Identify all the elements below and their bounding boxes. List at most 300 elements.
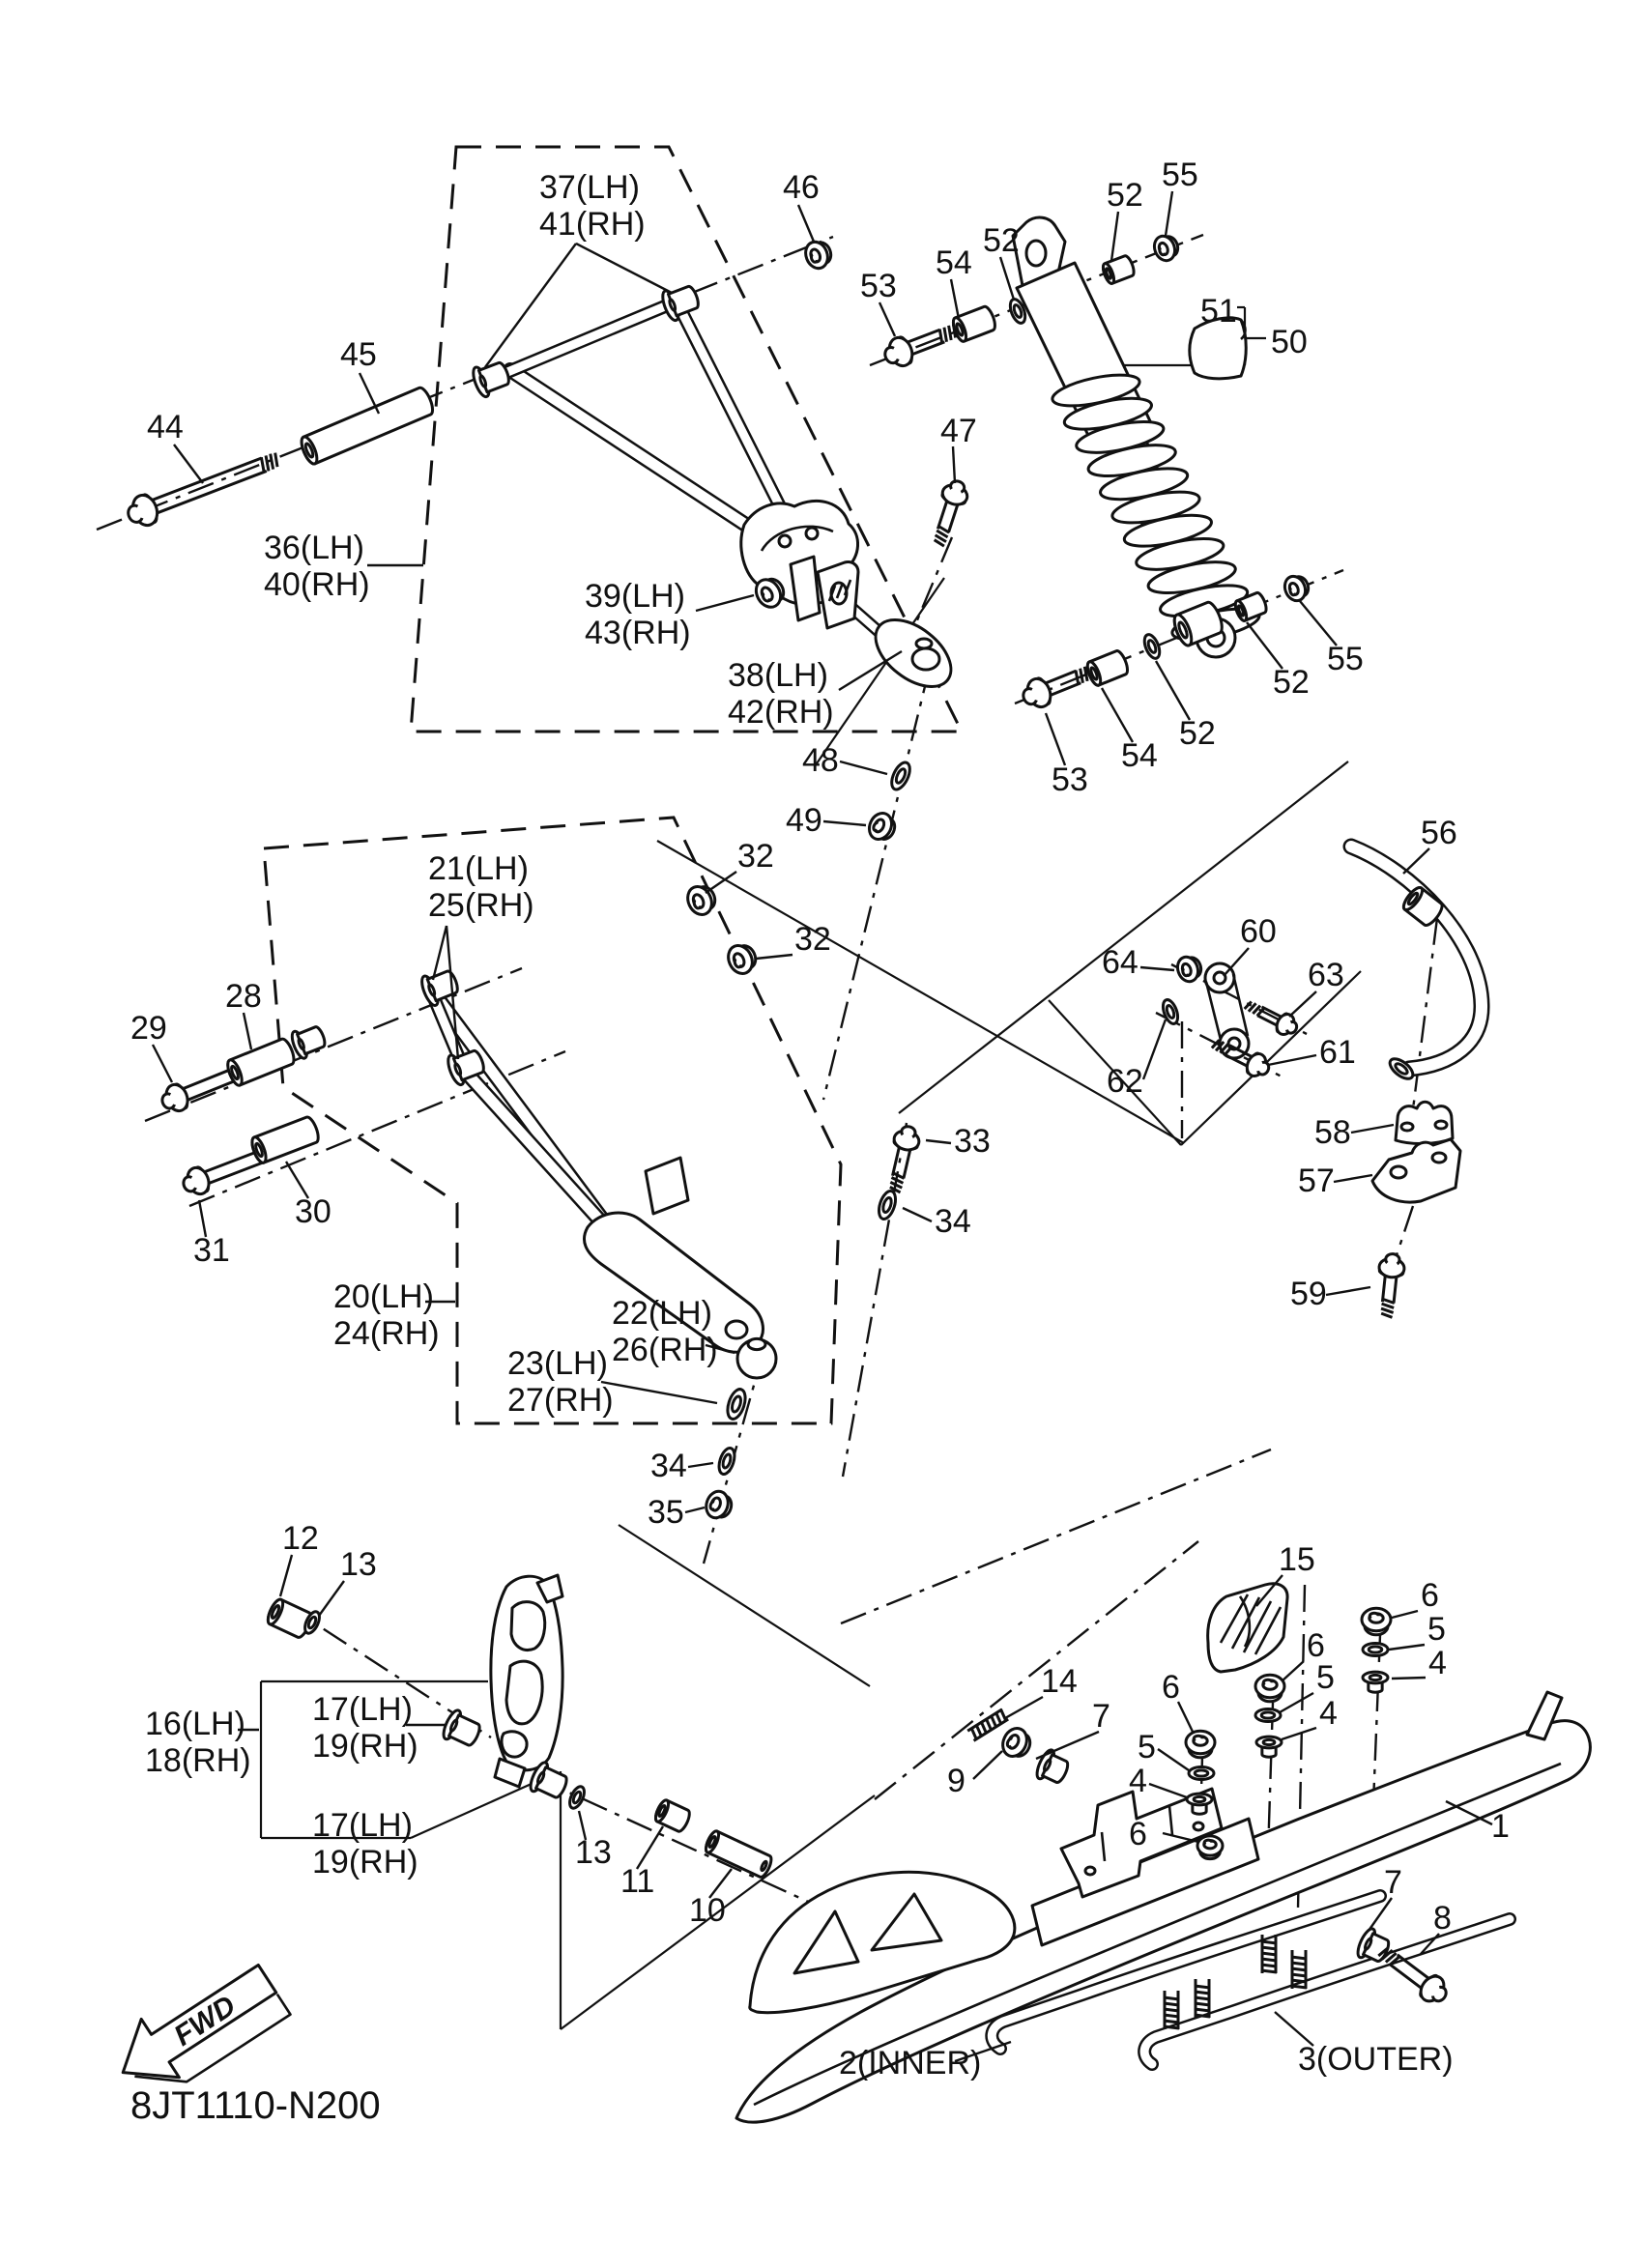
- part-label-line-53-top-0: 53: [860, 268, 897, 304]
- part-label-57: [1298, 1163, 1335, 1199]
- part-label-line-32-b-0: 32: [794, 921, 831, 958]
- washer-62: [1160, 998, 1180, 1026]
- part-label-line-2-inner-0: 2(INNER): [839, 2045, 982, 2081]
- part-label-line-37-41-1: 41(RH): [539, 206, 646, 243]
- part-label-4-right: [1428, 1645, 1447, 1681]
- part-label-line-23-27-1: 27(RH): [507, 1382, 614, 1419]
- callout-2-inner: [839, 2042, 1011, 2081]
- bracket-57-hole-a: [1391, 1166, 1406, 1178]
- callout-59: [1290, 1276, 1370, 1312]
- callout-13-a: [319, 1546, 377, 1616]
- spacer-30: [249, 1115, 321, 1164]
- part-label-7-left: [1092, 1698, 1110, 1735]
- nut-9: [998, 1724, 1035, 1762]
- part-label-15: [1279, 1541, 1315, 1578]
- part-label-line-7-right-0: 7: [1384, 1864, 1402, 1901]
- part-label-47: [940, 413, 977, 449]
- leader-49: [823, 821, 866, 825]
- bolt-47: [927, 477, 971, 548]
- callout-56: [1403, 815, 1457, 874]
- part-label-line-60-0: 60: [1240, 913, 1277, 950]
- leader-53-bottom: [1046, 713, 1065, 765]
- part-label-17-19-upper: [312, 1691, 418, 1765]
- cup-4-right: [1363, 1672, 1388, 1692]
- nut-6-right: [1362, 1608, 1391, 1634]
- part-label-line-6-mid-0: 6: [1307, 1627, 1325, 1664]
- part-label-line-45-0: 45: [340, 336, 377, 373]
- callout-33: [926, 1123, 991, 1160]
- part-label-line-4-right-0: 4: [1428, 1645, 1447, 1681]
- lower-shock-bracket: [646, 1158, 688, 1214]
- part-label-34-a: [935, 1203, 971, 1240]
- part-label-line-20-24-1: 24(RH): [333, 1315, 440, 1352]
- runner-stud-2-detail: [1195, 1979, 1210, 2018]
- callout-4-right: [1392, 1645, 1447, 1681]
- part-label-3-outer: [1298, 2041, 1454, 2078]
- part-label-21-25: [428, 850, 534, 924]
- callout-52-top-2: [1107, 177, 1143, 261]
- callout-64: [1102, 944, 1174, 981]
- nut-32-b: [724, 940, 761, 978]
- upper-arm-clevis: [791, 557, 820, 620]
- leader-57: [1334, 1175, 1372, 1182]
- callout-60: [1224, 913, 1277, 976]
- callout-57: [1298, 1163, 1372, 1199]
- callout-20-24: [333, 1278, 455, 1352]
- cup-4-left-detail: [1194, 1796, 1205, 1801]
- part-label-line-9-0: 9: [947, 1763, 966, 1799]
- spacer-45: [299, 386, 436, 466]
- ski-boundary-upper: [841, 1450, 1271, 1623]
- washer-5-left-detail: [1195, 1770, 1208, 1776]
- part-label-line-11-0: 11: [620, 1863, 655, 1900]
- bolt-33-detail: [889, 1146, 911, 1193]
- leader-64: [1140, 967, 1174, 970]
- bracket-bolt-axis: [1396, 1206, 1413, 1258]
- part-label-line-8-0: 8: [1433, 1900, 1452, 1937]
- part-label-line-16-18-0: 16(LH): [145, 1706, 245, 1742]
- leader-34-a: [903, 1208, 932, 1221]
- callout-38-42: [728, 651, 902, 731]
- part-label-line-59-0: 59: [1290, 1276, 1327, 1312]
- part-label-61: [1319, 1034, 1356, 1071]
- part-label-line-38-42-0: 38(LH): [728, 657, 828, 694]
- part-label-line-28-0: 28: [225, 978, 262, 1015]
- callout-55-top: [1162, 157, 1198, 236]
- nut-64: [1174, 953, 1204, 985]
- pin-10: [704, 1829, 774, 1879]
- leader-17-lower-ext: [411, 1783, 533, 1838]
- leader-54-top: [951, 279, 959, 319]
- washer-13-b: [566, 1785, 587, 1811]
- leader-14: [1005, 1697, 1043, 1718]
- part-label-55-bottom: [1327, 641, 1364, 677]
- part-label-17-19-lower: [312, 1807, 418, 1880]
- lower-ball-plate-hole: [726, 1321, 747, 1338]
- leader-23-27: [601, 1382, 717, 1403]
- callout-47: [940, 413, 977, 483]
- part-label-55-top: [1162, 157, 1198, 193]
- part-label-line-1-0: 1: [1491, 1808, 1510, 1845]
- bracket-57-hole-b: [1432, 1153, 1446, 1163]
- spacer-28: [225, 1037, 297, 1087]
- part-label-64: [1102, 944, 1139, 981]
- part-label-line-4-mid-0: 4: [1319, 1695, 1338, 1732]
- part-label-32-a: [737, 838, 774, 875]
- leader-56: [1403, 848, 1429, 874]
- ski-right-stud-axis: [1373, 1635, 1380, 1803]
- frame-line-a: [657, 841, 1184, 1143]
- part-label-35: [648, 1494, 684, 1531]
- casting-hole-a: [779, 535, 791, 547]
- part-label-6-left: [1162, 1669, 1180, 1706]
- bolt-44-detail: [150, 452, 280, 514]
- callout-17-19-upper: [312, 1691, 445, 1765]
- part-label-line-46-0: 46: [783, 169, 820, 206]
- part-label-28: [225, 978, 262, 1015]
- callout-29: [130, 1010, 172, 1082]
- nut-6-mid: [1255, 1675, 1284, 1701]
- part-label-line-17-19-upper-0: 17(LH): [312, 1691, 413, 1728]
- part-label-4-mid: [1319, 1695, 1338, 1732]
- part-label-56: [1421, 815, 1457, 851]
- callout-55-bottom: [1300, 601, 1364, 677]
- part-label-58: [1314, 1114, 1351, 1151]
- part-label-line-64-0: 64: [1102, 944, 1139, 981]
- part-label-line-7-left-0: 7: [1092, 1698, 1110, 1735]
- part-label-52-top-2: [1107, 177, 1143, 214]
- callout-17-19-lower: [312, 1807, 418, 1880]
- leader-52-top-2: [1111, 212, 1118, 261]
- part-label-line-10-0: 10: [689, 1892, 726, 1929]
- callout-45: [340, 336, 379, 414]
- stud-14: [967, 1708, 1009, 1741]
- leader-34-b: [688, 1463, 713, 1467]
- part-label-60: [1240, 913, 1277, 950]
- part-label-52-top-1: [983, 222, 1020, 259]
- leader-5-left: [1158, 1749, 1189, 1770]
- callout-53-top: [860, 268, 897, 336]
- bushing-7-left: [1034, 1748, 1073, 1788]
- leader-35: [685, 1507, 705, 1512]
- nut-55-top: [1151, 232, 1182, 264]
- part-label-13-a: [340, 1546, 377, 1583]
- part-label-54-bottom: [1121, 737, 1158, 774]
- leader-61: [1268, 1055, 1316, 1065]
- bolt-53-top: [880, 317, 961, 371]
- callout-12: [280, 1520, 319, 1596]
- callout-52-bottom-1: [1156, 661, 1216, 752]
- part-label-62: [1107, 1063, 1143, 1100]
- part-label-line-50-0: 50: [1271, 324, 1308, 360]
- part-label-5-mid: [1316, 1659, 1335, 1696]
- part-label-line-52-top-1-0: 52: [983, 222, 1020, 259]
- callout-63: [1289, 957, 1344, 1017]
- leader-52-top-1: [1000, 257, 1014, 300]
- part-label-line-54-bottom-0: 54: [1121, 737, 1158, 774]
- spindle-cutout-3: [502, 1732, 527, 1757]
- callout-50: [1271, 324, 1308, 360]
- part-label-line-56-0: 56: [1421, 815, 1457, 851]
- callout-52-bottom-2: [1247, 622, 1310, 701]
- leader-52-bottom-2: [1247, 622, 1283, 669]
- part-label-63: [1308, 957, 1344, 993]
- leader-45: [360, 373, 379, 414]
- leader-54-bottom: [1102, 688, 1133, 742]
- part-label-line-21-25-1: 25(RH): [428, 887, 534, 924]
- callout-34-a: [903, 1203, 971, 1240]
- part-label-line-61-0: 61: [1319, 1034, 1356, 1071]
- cup-4-mid: [1256, 1737, 1282, 1757]
- runner-stud-1: [1164, 1991, 1179, 2029]
- callout-44: [147, 409, 203, 483]
- callout-3-outer: [1275, 2012, 1454, 2078]
- leader-62: [1143, 1019, 1166, 1079]
- part-label-line-34-a-0: 34: [935, 1203, 971, 1240]
- part-label-10: [689, 1892, 726, 1929]
- part-label-line-29-0: 29: [130, 1010, 167, 1047]
- part-label-line-39-43-1: 43(RH): [585, 615, 691, 651]
- bolt-33: [882, 1124, 922, 1194]
- part-label-line-6-left-0: 6: [1162, 1669, 1180, 1706]
- spindle-cutout-2: [506, 1661, 542, 1724]
- cup-4-right-detail: [1369, 1675, 1381, 1679]
- clamp-hole-a: [1401, 1123, 1413, 1131]
- spacer-45-detail: [299, 386, 436, 466]
- part-label-11: [620, 1863, 654, 1900]
- saddle-hole-a: [1085, 1867, 1095, 1875]
- nut-6-left: [1186, 1731, 1215, 1757]
- nut-55-bottom: [1282, 572, 1312, 604]
- callout-30: [286, 1162, 331, 1230]
- part-label-5-left: [1138, 1729, 1156, 1766]
- runner-stud-2: [1195, 1979, 1210, 2018]
- frame-line-b: [899, 761, 1348, 1113]
- washer-48: [888, 760, 913, 792]
- bolt-59-detail: [1380, 1274, 1398, 1317]
- part-label-line-31-0: 31: [193, 1232, 230, 1269]
- spindle-cutout-1: [511, 1602, 545, 1651]
- part-label-line-62-0: 62: [1107, 1063, 1143, 1100]
- part-label-line-47-0: 47: [940, 413, 977, 449]
- part-label-line-44-0: 44: [147, 409, 184, 445]
- callout-58: [1314, 1114, 1394, 1151]
- callout-11: [620, 1826, 663, 1900]
- part-label-line-17-19-lower-1: 19(RH): [312, 1844, 418, 1880]
- bar-end-eye: [1387, 1055, 1417, 1082]
- part-label-line-53-bottom-0: 53: [1052, 761, 1088, 798]
- leader-55-bottom: [1300, 601, 1337, 646]
- part-label-line-54-top-0: 54: [936, 244, 972, 281]
- leader-58: [1351, 1125, 1394, 1133]
- nut-35: [703, 1488, 735, 1522]
- part-label-31: [193, 1232, 230, 1269]
- part-label-line-6-lower-0: 6: [1129, 1816, 1147, 1852]
- part-label-line-34-b-0: 34: [650, 1448, 687, 1484]
- washer-5-mid: [1255, 1709, 1281, 1722]
- part-label-36-40: [264, 530, 370, 603]
- part-label-44: [147, 409, 184, 445]
- stabilizer-clamp-axis: [1413, 918, 1437, 1109]
- leader-9: [973, 1751, 1002, 1779]
- part-label-line-20-24-0: 20(LH): [333, 1278, 434, 1315]
- part-label-line-17-19-upper-1: 19(RH): [312, 1728, 418, 1765]
- washer-5-right-detail: [1369, 1647, 1382, 1652]
- part-label-line-63-0: 63: [1308, 957, 1344, 993]
- callout-7-left: [1036, 1698, 1110, 1759]
- part-label-line-52-bottom-1-0: 52: [1179, 715, 1216, 752]
- leader-39-43: [696, 595, 754, 611]
- callout-14: [1005, 1663, 1078, 1718]
- callout-48: [802, 742, 887, 779]
- part-label-2-inner: [839, 2045, 981, 2081]
- bolt-47-detail: [933, 500, 959, 547]
- runner-stud-1-detail: [1164, 1991, 1179, 2029]
- callout-39-43: [585, 578, 754, 651]
- leader-5-right: [1389, 1645, 1425, 1650]
- part-label-line-13-b-0: 13: [575, 1834, 612, 1871]
- nut-46: [802, 238, 835, 272]
- leader-46: [798, 205, 814, 242]
- part-label-6-lower: [1129, 1816, 1147, 1852]
- part-label-line-15-0: 15: [1279, 1541, 1315, 1578]
- callout-51: [1200, 293, 1237, 330]
- tie-rod-end-hole: [912, 648, 939, 670]
- leader-6-mid: [1282, 1661, 1304, 1681]
- washer-34-b: [716, 1447, 737, 1477]
- ball-22: [737, 1338, 776, 1378]
- callout-4-left: [1129, 1763, 1187, 1799]
- callout-32-a: [706, 838, 774, 893]
- washer-52-bottom: [1141, 633, 1163, 661]
- leader-44: [174, 445, 203, 483]
- part-label-53-top: [860, 268, 897, 304]
- part-label-line-21-25-0: 21(LH): [428, 850, 529, 887]
- part-label-line-23-27-0: 23(LH): [507, 1345, 608, 1382]
- part-label-48: [802, 742, 839, 779]
- part-label-line-51-0: 51: [1200, 293, 1237, 330]
- leader-37-41: [576, 244, 672, 293]
- upper-arm-cross-tube-core: [501, 301, 677, 375]
- casting-hole-b: [806, 528, 818, 539]
- part-label-33: [954, 1123, 991, 1160]
- leader-59: [1326, 1287, 1370, 1295]
- leader-6-right: [1392, 1611, 1418, 1618]
- callout-35: [648, 1494, 705, 1531]
- part-label-line-22-26-0: 22(LH): [612, 1295, 712, 1332]
- part-label-line-6-right-0: 6: [1421, 1577, 1439, 1614]
- washer-34-a: [876, 1189, 899, 1220]
- washer-5-mid-detail: [1261, 1712, 1275, 1718]
- part-label-12: [282, 1520, 319, 1557]
- part-label-34-b: [650, 1448, 687, 1484]
- part-label-line-5-mid-0: 5: [1316, 1659, 1335, 1696]
- callout-6-left: [1162, 1669, 1194, 1734]
- callout-54-top: [936, 244, 972, 319]
- part-label-line-36-40-1: 40(RH): [264, 566, 370, 603]
- callout-10: [689, 1869, 732, 1929]
- leader-47: [953, 446, 955, 483]
- bolt-63: [1242, 995, 1301, 1040]
- washer-5-left: [1189, 1767, 1214, 1780]
- part-label-line-5-right-0: 5: [1427, 1611, 1446, 1648]
- part-label-1: [1491, 1808, 1510, 1845]
- stabilizer-bracket-57: [1372, 1139, 1460, 1202]
- callout-62: [1107, 1019, 1166, 1100]
- leader-32-a: [706, 872, 736, 893]
- leader-52-bottom-1: [1156, 661, 1190, 720]
- collar-52-top: [1101, 254, 1136, 284]
- callout-49: [786, 802, 866, 839]
- callout-32-b: [756, 921, 831, 959]
- callout-13-b: [575, 1811, 612, 1871]
- leader-4-left: [1149, 1784, 1187, 1797]
- part-label-line-5-left-0: 5: [1138, 1729, 1156, 1766]
- part-label-37-41: [539, 169, 646, 243]
- runner-stud-3: [1261, 1935, 1277, 1973]
- leader-55-top: [1166, 191, 1172, 236]
- washer-5-right: [1363, 1644, 1388, 1656]
- spindle-region-upper: [619, 1525, 870, 1686]
- stabilizer-bar-56: [1351, 847, 1482, 1069]
- part-label-53-bottom: [1052, 761, 1088, 798]
- part-label-line-57-0: 57: [1298, 1163, 1335, 1199]
- callout-28: [225, 978, 262, 1049]
- leader-4-mid: [1282, 1728, 1316, 1739]
- part-label-line-22-26-1: 26(RH): [612, 1332, 718, 1368]
- shock-top-eye: [1026, 241, 1046, 266]
- part-label-46: [783, 169, 820, 206]
- spacer-54-bottom: [1085, 649, 1131, 687]
- runner-stud-3-detail: [1261, 1935, 1277, 1973]
- part-label-line-16-18-1: 18(RH): [145, 1742, 251, 1779]
- part-label-45: [340, 336, 377, 373]
- shock-coil-spring: [1050, 369, 1261, 646]
- part-label-line-38-42-1: 42(RH): [728, 694, 834, 731]
- leader-6-left: [1178, 1702, 1194, 1734]
- clamp-hole-b: [1435, 1121, 1447, 1129]
- part-label-52-bottom-2: [1273, 664, 1310, 701]
- leader-63: [1289, 991, 1316, 1017]
- callout-52-top-1: [983, 222, 1020, 300]
- leader-48: [840, 761, 887, 774]
- part-label-52-bottom-1: [1179, 715, 1216, 752]
- part-label-8: [1433, 1900, 1452, 1937]
- bolt-59-detail: [1385, 1253, 1399, 1264]
- leader-60: [1224, 948, 1249, 976]
- leader-7-left: [1036, 1732, 1099, 1759]
- part-label-line-36-40-0: 36(LH): [264, 530, 364, 566]
- part-label-line-33-0: 33: [954, 1123, 991, 1160]
- part-label-line-55-top-0: 55: [1162, 157, 1198, 193]
- bushing-11: [653, 1798, 692, 1833]
- part-code: 8JT1110-N200: [130, 2084, 381, 2127]
- part-label-14: [1041, 1663, 1078, 1700]
- ball-22-detail: [748, 1338, 765, 1349]
- part-label-7-right: [1384, 1864, 1402, 1901]
- callout-4-mid: [1282, 1695, 1338, 1739]
- part-label-23-27: [507, 1345, 614, 1419]
- leader-33: [926, 1140, 951, 1143]
- callout-31: [193, 1200, 230, 1269]
- part-label-9: [947, 1763, 966, 1799]
- part-label-line-30-0: 30: [295, 1193, 331, 1230]
- callout-36-40: [264, 530, 423, 603]
- callout-46: [783, 169, 820, 242]
- part-label-51: [1200, 293, 1237, 330]
- part-label-6-right: [1421, 1577, 1439, 1614]
- leader-28: [244, 1013, 251, 1049]
